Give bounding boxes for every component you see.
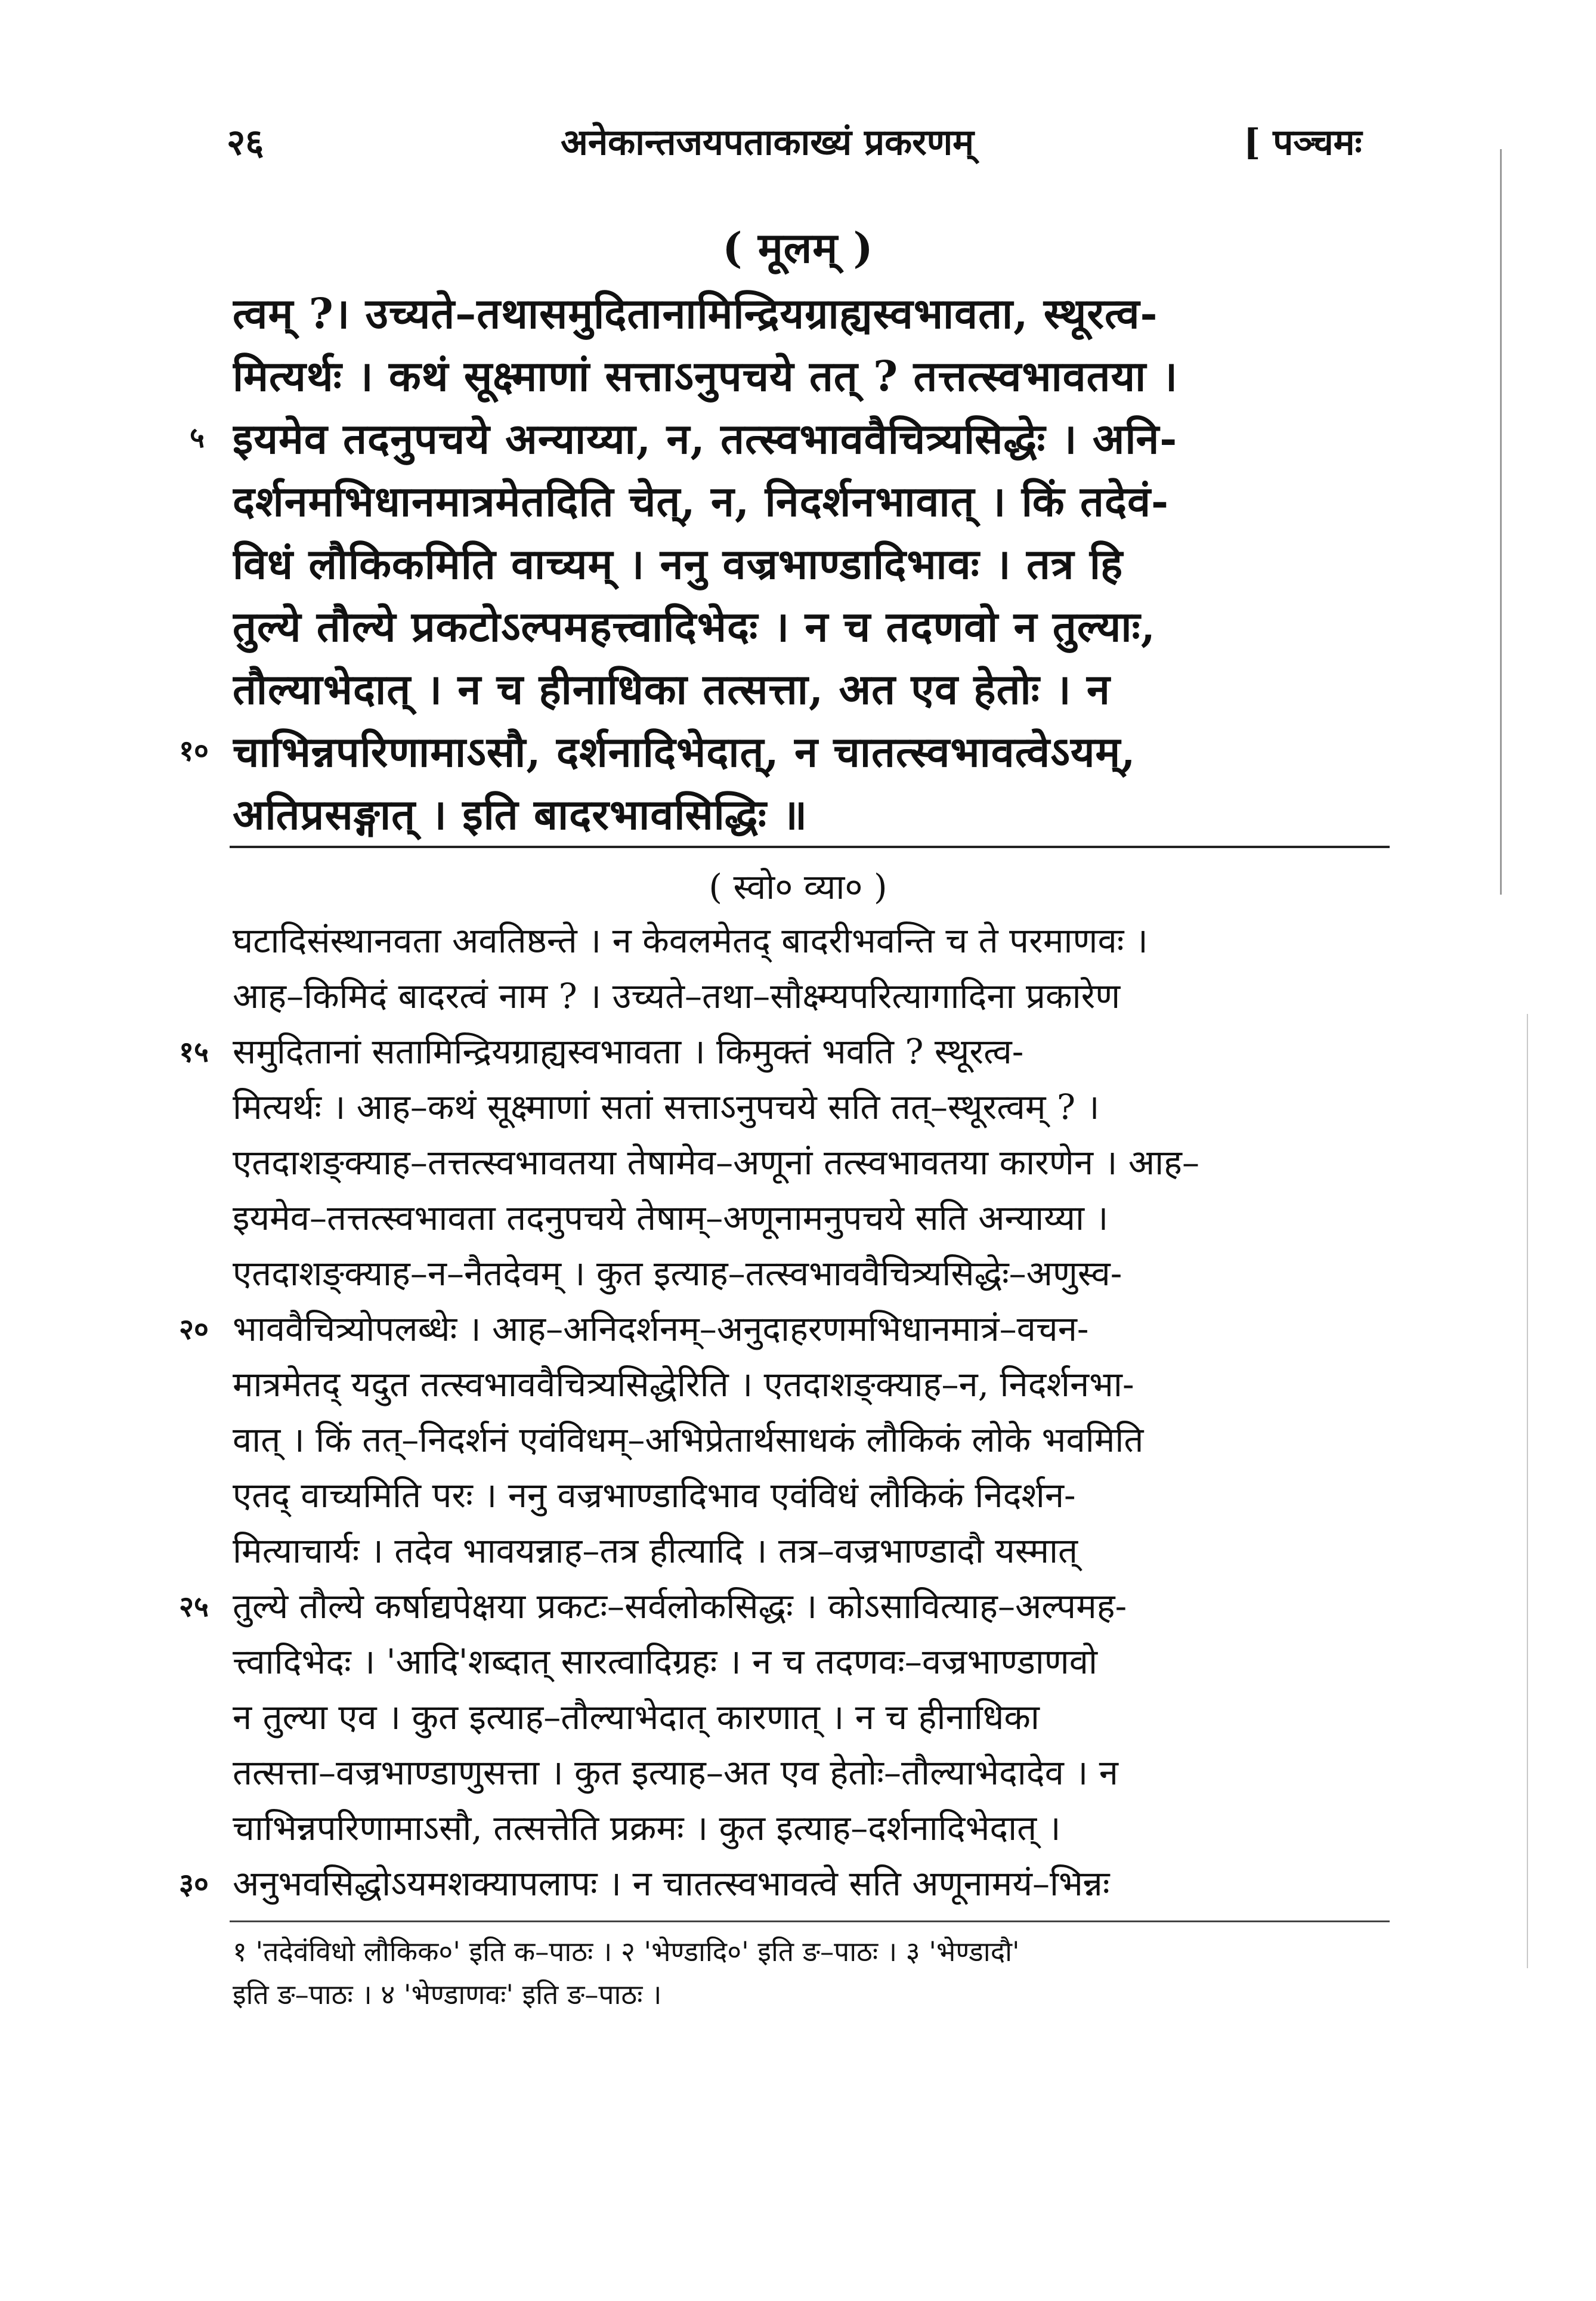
mulam-line: चाभिन्नपरिणामाऽसौ, दर्शनादिभेदात्, न चातत्स्वभावत्वेऽयम्, (233, 727, 1136, 777)
commentary-line: तुल्ये तौल्ये कर्षाद्यपेक्षया प्रकटः–सर्वलोकसिद्धः । कोऽसावित्याह–अल्पमह- (233, 1586, 1127, 1626)
footnote-line: १ 'तदेवंविधो लौकिक०' इति क–पाठः । २ 'भेण्डादि०' इति ङ–पाठः । ३ 'भेण्डादौ' (233, 1935, 1020, 1968)
commentary-line: आह–किमिदं बादरत्वं नाम ? । उच्यते–तथा–सौक्ष्म्यपरित्यागादिना प्रकारेण (233, 976, 1121, 1016)
mulam-line: मित्यर्थः । कथं सूक्ष्माणां सत्ताऽनुपचये तत् ? तत्तत्स्वभावतया । (233, 351, 1179, 401)
section-divider (230, 846, 1390, 848)
mulam-line: तुल्ये तौल्ये प्रकटोऽल्पमहत्त्वादिभेदः । न च तदणवो न तुल्याः, (233, 602, 1156, 651)
mulam-line: दर्शनमभिधानमात्रमेतदिति चेत्, न, निदर्शनभावात् । किं तदेवं- (233, 477, 1170, 526)
line-number: १५ (179, 1035, 209, 1069)
commentary-line: भाववैचित्र्योपलब्धेः । आह–अनिदर्शनम्–अनुदाहरणमभिधानमात्रं–वचन- (233, 1309, 1089, 1349)
mulam-line: इयमेव तदनुपचये अन्याय्या, न, तत्स्वभाववैचित्र्यसिद्धेः । अनि- (233, 414, 1178, 463)
commentary-line: मित्याचार्यः । तदेव भावयन्नाह–तत्र हीत्यादि । तत्र–वज्रभाण्डादौ यस्मात् (233, 1530, 1078, 1571)
commentary-line: एतद् वाच्यमिति परः । ननु वज्रभाण्डादिभाव एवंविधं लौकिकं निदर्शन- (233, 1475, 1076, 1516)
commentary-heading: ( स्वो० व्या० ) (709, 867, 887, 907)
commentary-line: चाभिन्नपरिणामाऽसौ, तत्सत्तेति प्रक्रमः । कुत इत्याह–दर्शनादिभेदात् । (233, 1808, 1061, 1848)
commentary-line: घटादिसंस्थानवता अवतिष्ठन्ते । न केवलमेतद् बादरीभवन्ति च ते परमाणवः । (233, 920, 1148, 961)
commentary-line: समुदितानां सतामिन्द्रियग्राह्यस्वभावता । किमुक्तं भवति ? स्थूरत्व- (233, 1031, 1024, 1072)
commentary-line: इयमेव–तत्तत्स्वभावता तदनुपचये तेषाम्–अणूनामनुपचये सति अन्याय्या । (233, 1198, 1109, 1238)
mulam-line: त्वम् ?। उच्यते–तथासमुदितानामिन्द्रियग्राह्यस्वभावता, स्थूरत्व- (233, 289, 1158, 338)
line-number: ५ (190, 421, 205, 454)
footnote-line: इति ङ–पाठः । ४ 'भेण्डाणवः' इति ङ–पाठः । (233, 1978, 662, 2011)
section-label: [ पञ्चमः (1244, 122, 1362, 163)
commentary-line: तत्सत्ता–वज्रभाण्डाणुसत्ता । कुत इत्याह–अत एव हेतोः–तौल्याभेदादेव । न (233, 1752, 1118, 1793)
line-number: १० (179, 734, 209, 768)
commentary-line: मित्यर्थः । आह–कथं सूक्ष्माणां सतां सत्ताऽनुपचये सति तत्–स्थूरत्वम् ? । (233, 1087, 1100, 1127)
mulam-line: विधं लौकिकमिति वाच्यम् । ननु वज्रभाण्डादिभावः । तत्र हि (233, 539, 1124, 589)
commentary-line: मात्रमेतद् यदुत तत्स्वभाववैचित्र्यसिद्धेरिति । एतदाशङ्क्याह–न, निदर्शनभा- (233, 1364, 1134, 1405)
commentary-line: वात् । किं तत्–निदर्शनं एवंविधम्–अभिप्रेतार्थसाधकं लौकिकं लोके भवमिति (233, 1419, 1144, 1460)
scan-margin-mark (1527, 1014, 1528, 1968)
mulam-line: अतिप्रसङ्गात् । इति बादरभावसिद्धिः ॥ (233, 790, 808, 839)
page-number: २६ (227, 122, 264, 163)
commentary-line: न तुल्या एव । कुत इत्याह–तौल्याभेदात् कारणात् । न च हीनाधिका (233, 1697, 1040, 1737)
commentary-line: अनुभवसिद्धोऽयमशक्यापलापः । न चातत्स्वभावत्वे सति अणूनामयं–भिन्नः (233, 1863, 1110, 1904)
line-number: २० (179, 1313, 209, 1346)
mulam-line: तौल्याभेदात् । न च हीनाधिका तत्सत्ता, अत एव हेतोः । न (233, 664, 1111, 714)
commentary-line: त्त्वादिभेदः । 'आदि'शब्दात् सारत्वादिग्रहः । न च तदणवः–वज्रभाण्डाणवो (233, 1641, 1097, 1682)
commentary-line: एतदाशङ्क्याह–तत्तत्स्वभावतया तेषामेव–अणूनां तत्स्वभावतया कारणेन । आह– (233, 1142, 1199, 1183)
line-number: २५ (179, 1590, 209, 1623)
running-title: अनेकान्तजयपताकाख्यं प्रकरणम् (561, 122, 975, 163)
commentary-line: एतदाशङ्क्याह–न–नैतदेवम् । कुत इत्याह–तत्स्वभाववैचित्र्यसिद्धेः–अणुस्व- (233, 1253, 1122, 1294)
mulam-heading: ( मूलम् ) (722, 223, 874, 273)
footnote-divider (230, 1920, 1390, 1922)
line-number: ३० (179, 1867, 209, 1901)
